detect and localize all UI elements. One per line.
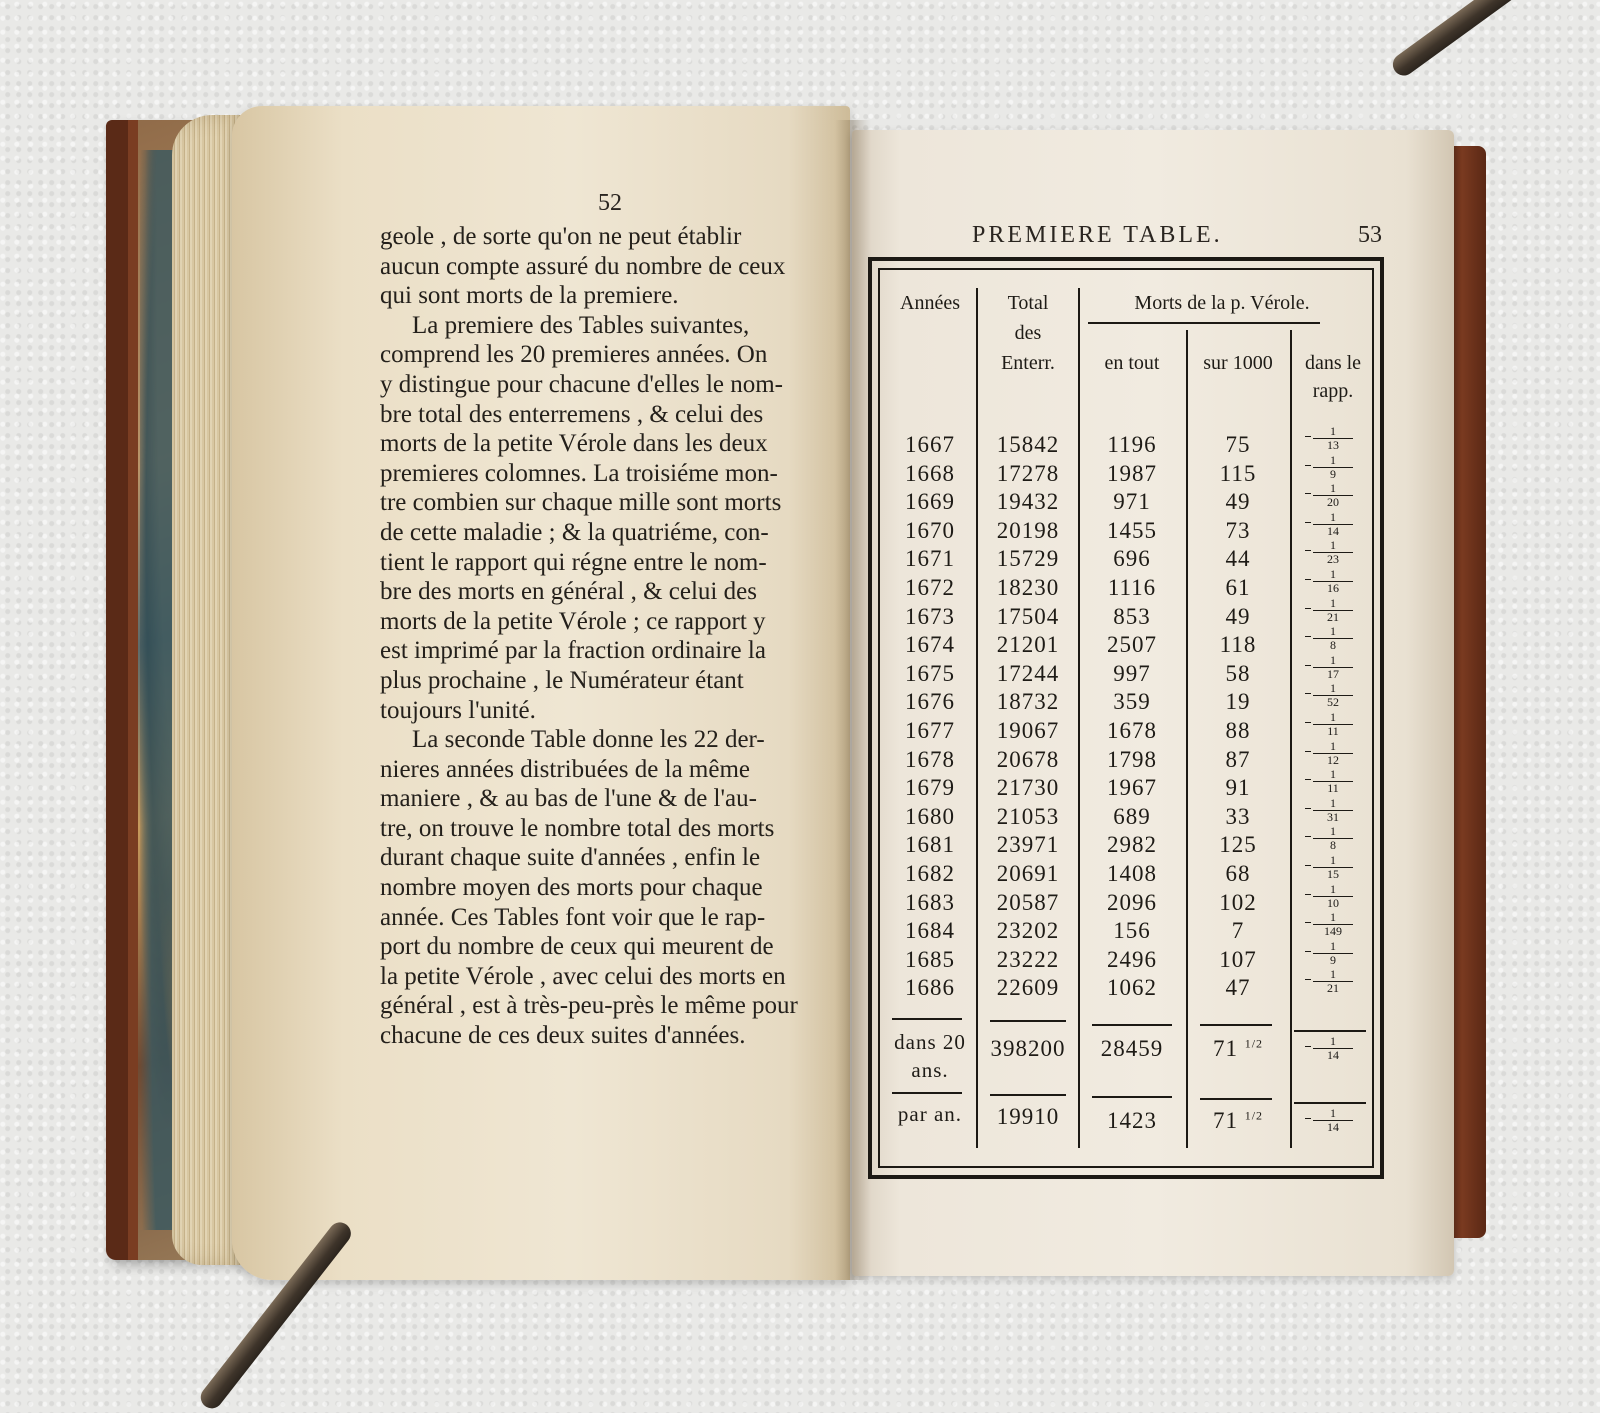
header-total: Enterr.	[1001, 352, 1055, 374]
fraction-numerator: 1	[1330, 739, 1336, 753]
row-total-burials: 21730	[996, 775, 1060, 800]
row-per-thousand: 87	[1225, 747, 1251, 772]
row-total-burials: 17504	[996, 604, 1060, 629]
row-ratio-fraction	[1313, 798, 1353, 823]
row-per-thousand: 61	[1225, 575, 1251, 600]
fraction-dash	[1305, 522, 1311, 523]
row-smallpox-deaths: 1455	[1107, 518, 1157, 543]
fraction-dash	[1305, 751, 1311, 752]
fraction-dash	[1305, 436, 1311, 437]
row-ratio-fraction	[1313, 969, 1353, 994]
fraction-denominator: 11	[1327, 781, 1339, 795]
fraction-dash	[1305, 779, 1311, 780]
row-smallpox-deaths: 359	[1113, 689, 1151, 714]
fraction-numerator: 1	[1330, 910, 1336, 924]
row-per-thousand: 68	[1225, 861, 1251, 886]
row-smallpox-deaths: 1967	[1107, 775, 1157, 800]
row-ratio-fraction	[1313, 540, 1353, 565]
row-year: 1686	[905, 975, 955, 1000]
row-per-thousand: 44	[1225, 546, 1251, 571]
row-year: 1667	[905, 432, 955, 457]
text-line: La seconde Table donne les 22 der-	[412, 726, 765, 754]
fraction-dash	[1305, 693, 1311, 694]
row-smallpox-deaths: 689	[1113, 804, 1151, 829]
row-ratio-fraction	[1313, 941, 1353, 966]
text-line: est imprimé par la fraction ordinaire la	[380, 637, 766, 665]
fraction-dash	[1305, 922, 1311, 923]
fraction-denominator: 10	[1327, 896, 1339, 910]
row-per-thousand: 7	[1231, 918, 1245, 943]
fraction-denominator: 14	[1327, 1048, 1339, 1062]
row-per-thousand: 91	[1225, 775, 1251, 800]
fraction-denominator: 13	[1327, 438, 1339, 452]
per-year-rule	[892, 1092, 962, 1094]
per-year-rapport	[1313, 1108, 1353, 1133]
fraction-denominator: 21	[1327, 610, 1339, 624]
row-total-burials: 22609	[996, 975, 1060, 1000]
row-per-thousand: 107	[1219, 947, 1257, 972]
fraction-numerator: 1	[1330, 1106, 1336, 1120]
text-line: comprend les 20 premieres années. On	[380, 341, 768, 369]
fraction-dash	[1305, 808, 1311, 809]
text-line: année. Ces Tables font voir que le rap-	[380, 903, 766, 931]
column-rule	[976, 288, 978, 1148]
row-total-burials: 23222	[996, 947, 1060, 972]
total-rule	[990, 1020, 1066, 1022]
totals-half: 1/2	[1244, 1036, 1264, 1051]
row-total-burials: 20198	[996, 518, 1060, 543]
row-ratio-fraction	[1313, 826, 1353, 851]
row-total-burials: 18732	[996, 689, 1060, 714]
row-total-burials: 20678	[996, 747, 1060, 772]
fraction-numerator: 1	[1330, 538, 1336, 552]
text-line: nombre moyen des morts pour chaque	[380, 874, 763, 902]
row-year: 1670	[905, 518, 955, 543]
text-line: premieres colomnes. La troisiéme mon-	[380, 459, 778, 487]
text-line: port du nombre de ceux qui meurent de	[380, 933, 774, 961]
text-line: bre total des enterremens , & celui des	[380, 400, 764, 428]
fraction-numerator: 1	[1330, 882, 1336, 896]
header-annees: Années	[900, 292, 960, 314]
fraction-dash	[1305, 951, 1311, 952]
row-year: 1684	[905, 918, 955, 943]
row-smallpox-deaths: 1116	[1107, 575, 1157, 600]
totals-sur-1000	[1188, 1036, 1288, 1062]
row-year: 1683	[905, 890, 955, 915]
row-total-burials: 19432	[996, 489, 1060, 514]
fraction-denominator: 11	[1327, 724, 1339, 738]
row-year: 1669	[905, 489, 955, 514]
fraction-numerator: 1	[1330, 824, 1336, 838]
fraction-numerator: 1	[1330, 510, 1336, 524]
row-smallpox-deaths: 853	[1113, 604, 1151, 629]
fraction-denominator: 8	[1330, 838, 1336, 852]
fraction-dash	[1305, 979, 1311, 980]
row-ratio-fraction	[1313, 683, 1353, 708]
row-total-burials: 15729	[996, 546, 1060, 571]
row-year: 1672	[905, 575, 955, 600]
fraction-dash	[1305, 550, 1311, 551]
row-ratio-fraction	[1313, 912, 1353, 937]
header-total: Total	[1007, 292, 1049, 314]
text-line: de cette maladie ; & la quatriéme, con-	[380, 518, 769, 546]
row-year: 1682	[905, 861, 955, 886]
fraction-denominator: 15	[1327, 867, 1339, 881]
row-ratio-fraction	[1313, 626, 1353, 651]
text-line: tient le rapport qui régne entre le nom-	[380, 548, 767, 576]
text-line: plus prochaine , le Numérateur étant	[380, 666, 744, 694]
total-rule	[1200, 1024, 1272, 1026]
row-smallpox-deaths: 1987	[1107, 461, 1157, 486]
row-year: 1678	[905, 747, 955, 772]
row-smallpox-deaths: 2507	[1107, 632, 1157, 657]
totals-sur-1000-value: 71	[1212, 1036, 1238, 1061]
row-ratio-fraction	[1313, 884, 1353, 909]
row-smallpox-deaths: 1062	[1107, 975, 1157, 1000]
right-page-number: 53	[1358, 222, 1382, 248]
row-year: 1671	[905, 546, 955, 571]
text-line: toujours l'unité.	[380, 696, 536, 724]
row-year: 1675	[905, 661, 955, 686]
header-rapport: dans le	[1304, 352, 1362, 374]
row-per-thousand: 47	[1225, 975, 1251, 1000]
text-line: chacune de ces deux suites d'années.	[380, 1022, 746, 1050]
per-year-rule	[990, 1094, 1066, 1096]
fraction-dash	[1305, 865, 1311, 866]
row-year: 1680	[905, 804, 955, 829]
row-per-thousand: 58	[1225, 661, 1251, 686]
row-total-burials: 20691	[996, 861, 1060, 886]
row-year: 1676	[905, 689, 955, 714]
row-ratio-fraction	[1313, 855, 1353, 880]
row-per-thousand: 115	[1219, 461, 1257, 486]
text-line: La premiere des Tables suivantes,	[412, 311, 750, 339]
row-total-burials: 19067	[996, 718, 1060, 743]
fraction-numerator: 1	[1330, 453, 1336, 467]
fraction-dash	[1305, 465, 1311, 466]
fraction-dash	[1305, 579, 1311, 580]
row-smallpox-deaths: 156	[1113, 918, 1151, 943]
row-per-thousand: 19	[1225, 689, 1251, 714]
fraction-numerator: 1	[1330, 596, 1336, 610]
fraction-denominator: 16	[1327, 581, 1339, 595]
fraction-denominator: 21	[1327, 981, 1339, 995]
row-ratio-fraction	[1313, 569, 1353, 594]
pin-top-right	[1389, 0, 1588, 80]
row-smallpox-deaths: 696	[1113, 546, 1151, 571]
row-total-burials: 21201	[996, 632, 1060, 657]
row-per-thousand: 118	[1219, 632, 1257, 657]
per-year-half: 1/2	[1244, 1108, 1264, 1123]
totals-label: dans 20	[894, 1030, 966, 1054]
fraction-denominator: 23	[1327, 552, 1339, 566]
row-year: 1681	[905, 832, 955, 857]
row-total-burials: 23202	[996, 918, 1060, 943]
row-ratio-fraction	[1313, 426, 1353, 451]
fraction-numerator: 1	[1330, 710, 1336, 724]
row-per-thousand: 102	[1219, 890, 1257, 915]
totals-en-tout: 28459	[1100, 1036, 1164, 1061]
row-ratio-fraction	[1313, 655, 1353, 680]
fraction-dash	[1305, 1118, 1311, 1119]
per-year-total: 19910	[996, 1104, 1060, 1129]
fraction-denominator: 17	[1327, 667, 1339, 681]
text-line: morts de la petite Vérole ; ce rapport y	[380, 607, 766, 635]
total-rule	[1294, 1030, 1366, 1032]
header-rapport: rapp.	[1312, 380, 1354, 402]
row-smallpox-deaths: 1408	[1107, 861, 1157, 886]
row-smallpox-deaths: 971	[1113, 489, 1151, 514]
row-smallpox-deaths: 1678	[1107, 718, 1157, 743]
text-line: aucun compte assuré du nombre de ceux	[380, 252, 786, 280]
gutter-shadow	[835, 120, 871, 1280]
fraction-numerator: 1	[1330, 653, 1336, 667]
fraction-denominator: 12	[1327, 753, 1339, 767]
header-en-tout: en tout	[1104, 352, 1160, 374]
fraction-dash	[1305, 1046, 1311, 1047]
per-year-rule	[1294, 1102, 1366, 1104]
row-per-thousand: 33	[1225, 804, 1251, 829]
row-per-thousand: 75	[1225, 432, 1251, 457]
row-per-thousand: 49	[1225, 489, 1251, 514]
row-smallpox-deaths: 997	[1113, 661, 1151, 686]
text-line: morts de la petite Vérole dans les deux	[380, 430, 768, 458]
fraction-denominator: 20	[1327, 495, 1339, 509]
header-group-rule	[1088, 322, 1320, 324]
row-ratio-fraction	[1313, 741, 1353, 766]
text-line: tre, on trouve le nombre total des morts	[380, 814, 775, 842]
row-per-thousand: 49	[1225, 604, 1251, 629]
fraction-denominator: 9	[1330, 953, 1336, 967]
text-line: y distingue pour chacune d'elles le nom-	[380, 370, 784, 398]
text-line: tre combien sur chaque mille sont morts	[380, 489, 782, 517]
totals-rapport	[1313, 1036, 1353, 1061]
row-total-burials: 18230	[996, 575, 1060, 600]
fraction-numerator: 1	[1330, 939, 1336, 953]
fraction-numerator: 1	[1330, 967, 1336, 981]
fraction-denominator: 149	[1324, 924, 1342, 938]
row-year: 1679	[905, 775, 955, 800]
fraction-dash	[1305, 636, 1311, 637]
row-per-thousand: 88	[1225, 718, 1251, 743]
fraction-numerator: 1	[1330, 796, 1336, 810]
row-ratio-fraction	[1313, 483, 1353, 508]
row-total-burials: 17244	[996, 661, 1060, 686]
fraction-dash	[1305, 894, 1311, 895]
row-smallpox-deaths: 2982	[1107, 832, 1157, 857]
totals-label: ans.	[911, 1058, 949, 1082]
per-year-label: par an.	[897, 1102, 963, 1126]
per-year-en-tout: 1423	[1107, 1108, 1157, 1133]
text-line: bre des morts en général , & celui des	[380, 578, 757, 606]
row-total-burials: 15842	[996, 432, 1060, 457]
row-total-burials: 21053	[996, 804, 1060, 829]
row-total-burials: 23971	[996, 832, 1060, 857]
fraction-dash	[1305, 722, 1311, 723]
row-ratio-fraction	[1313, 455, 1353, 480]
fraction-numerator: 1	[1330, 853, 1336, 867]
per-year-sur-1000-value: 71	[1212, 1108, 1238, 1133]
fraction-dash	[1305, 608, 1311, 609]
row-year: 1668	[905, 461, 955, 486]
fraction-numerator: 1	[1330, 424, 1336, 438]
text-line: la petite Vérole , avec celui des morts en	[380, 962, 786, 990]
fraction-denominator: 52	[1327, 695, 1339, 709]
row-year: 1673	[905, 604, 955, 629]
fraction-numerator: 1	[1330, 1034, 1336, 1048]
row-year: 1677	[905, 718, 955, 743]
fraction-numerator: 1	[1330, 767, 1336, 781]
running-head: PREMIERE TABLE.	[972, 222, 1223, 248]
header-group: Morts de la p. Vérole.	[1134, 292, 1310, 314]
text-line: durant chaque suite d'années , enfin le	[380, 844, 761, 872]
fraction-numerator: 1	[1330, 481, 1336, 495]
total-rule	[892, 1018, 962, 1020]
text-line: général , est à très-peu-près le même pour	[380, 992, 798, 1020]
total-rule	[1092, 1024, 1172, 1026]
row-smallpox-deaths: 2096	[1107, 890, 1157, 915]
left-page-number: 52	[598, 190, 622, 216]
row-per-thousand: 125	[1219, 832, 1257, 857]
row-year: 1674	[905, 632, 955, 657]
text-line: qui sont morts de la premiere.	[380, 282, 679, 310]
totals-total: 398200	[990, 1036, 1066, 1061]
fraction-numerator: 1	[1330, 567, 1336, 581]
header-sur-1000: sur 1000	[1203, 352, 1273, 374]
row-ratio-fraction	[1313, 598, 1353, 623]
text-line: nieres années distribuées de la même	[380, 755, 750, 783]
left-page-text	[380, 222, 835, 1051]
row-total-burials: 20587	[996, 890, 1060, 915]
fraction-numerator: 1	[1330, 681, 1336, 695]
fraction-dash	[1305, 493, 1311, 494]
text-line: maniere , & au bas de l'une & de l'au-	[380, 785, 757, 813]
fraction-denominator: 14	[1327, 524, 1339, 538]
per-year-rule	[1092, 1096, 1172, 1098]
fraction-denominator: 31	[1327, 810, 1339, 824]
per-year-rule	[1200, 1098, 1272, 1100]
fraction-numerator: 1	[1330, 624, 1336, 638]
row-ratio-fraction	[1313, 712, 1353, 737]
fraction-dash	[1305, 665, 1311, 666]
row-ratio-fraction	[1313, 769, 1353, 794]
row-smallpox-deaths: 1196	[1107, 432, 1157, 457]
fraction-denominator: 9	[1330, 467, 1336, 481]
per-year-sur-1000	[1188, 1108, 1288, 1134]
row-smallpox-deaths: 2496	[1107, 947, 1157, 972]
header-total: des	[1014, 322, 1042, 344]
row-year: 1685	[905, 947, 955, 972]
row-ratio-fraction	[1313, 512, 1353, 537]
row-total-burials: 17278	[996, 461, 1060, 486]
column-rule	[1290, 330, 1292, 1148]
fraction-dash	[1305, 836, 1311, 837]
fraction-denominator: 14	[1327, 1120, 1339, 1134]
row-per-thousand: 73	[1225, 518, 1251, 543]
text-line: geole , de sorte qu'on ne peut établir	[380, 223, 742, 250]
row-smallpox-deaths: 1798	[1107, 747, 1157, 772]
fraction-denominator: 8	[1330, 638, 1336, 652]
